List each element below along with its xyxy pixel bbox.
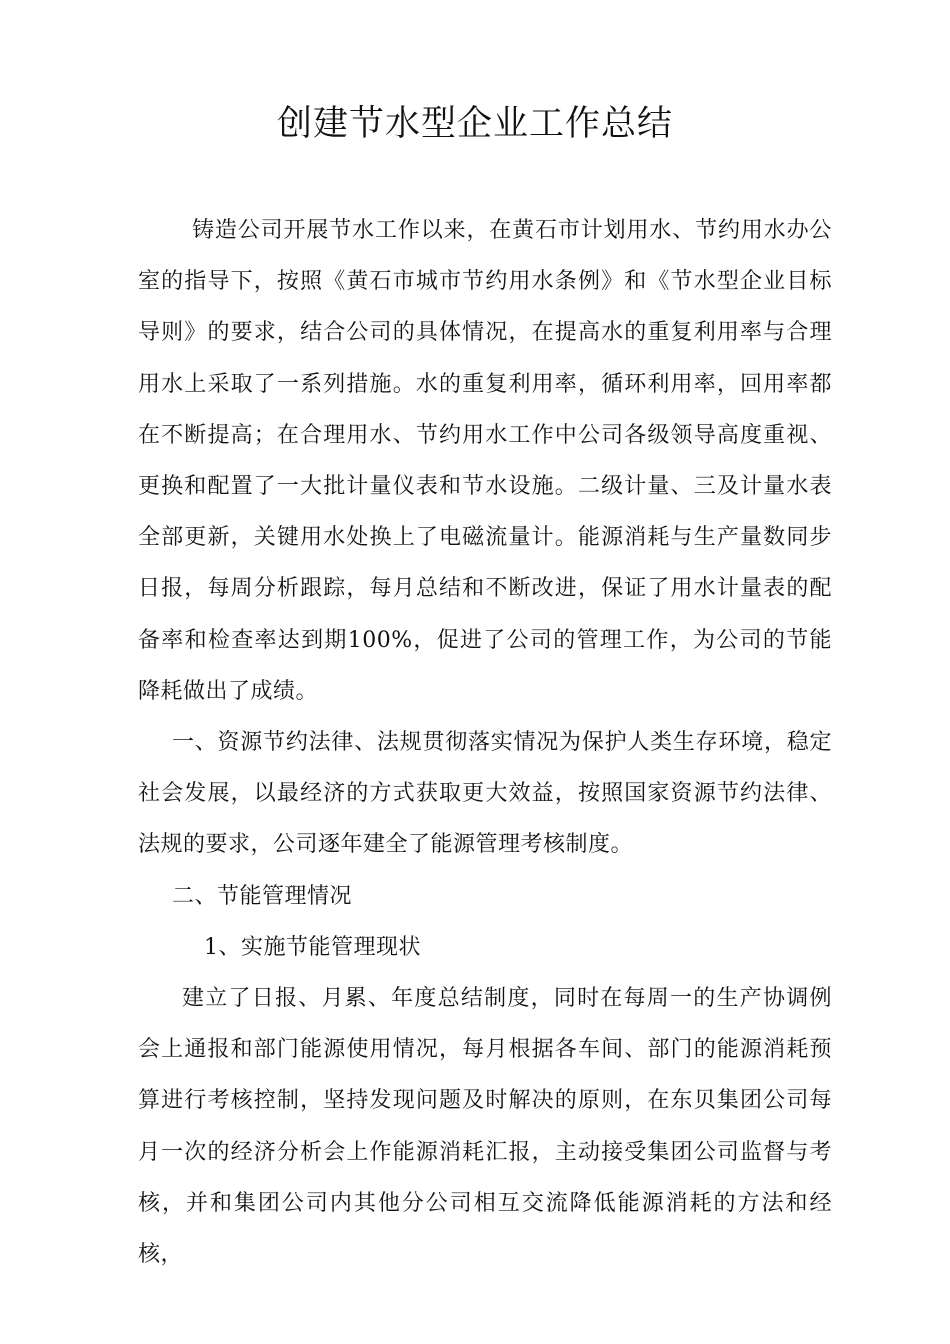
paragraph-section-1: 一、资源节约法律、法规贯彻落实情况为保护人类生存环境，稳定社会发展，以最经济的方式获取更大效益，按照国家资源节约法律、法规的要求，公司逐年建全了能源管理考核制度。 (138, 730, 832, 858)
document-title: 创建节水型企业工作总结 (276, 104, 673, 144)
heading-section-2: 二、节能管理情况 (172, 883, 353, 909)
heading-subsection-1: 1、实施节能管理现状 (204, 934, 421, 960)
paragraph-subsection-1-body: 建立了日报、月累、年度总结制度，同时在每周一的生产协调例会上通报和部门能源使用情况，每月根据各车间、部门的能源消耗预算进行考核控制，坚持发现问题及时解决的原则，在东贝集团公司每月一次的经济分析会上作能源消耗汇报，主动接受集团公司监督与考核，并和集团公司内其他分公司相互交流降低能源消耗的方法和经核， (138, 986, 832, 1268)
document-body (138, 205, 832, 1280)
paragraph-intro: 铸造公司开展节水工作以来，在黄石市计划用水、节约用水办公室的指导下，按照《黄石市城市节约用水条例》和《节水型企业目标导则》的要求，结合公司的具体情况，在提高水的重复利用率与合理用水上采取了一系列措施。水的重复利用率，循环利用率，回用率都在不断提高；在合理用水、节约用水工作中公司各级领导高度重视、更换和配置了一大批计量仪表和节水设施。二级计量、三及计量水表全部更新，关键用水处换上了电磁流量计。能源消耗与生产量数同步日报，每周分析跟踪，每月总结和不断改进，保证了用水计量表的配备率和检查率达到期100%，促进了公司的管理工作，为公司的节能降耗做出了成绩。 (138, 218, 832, 704)
